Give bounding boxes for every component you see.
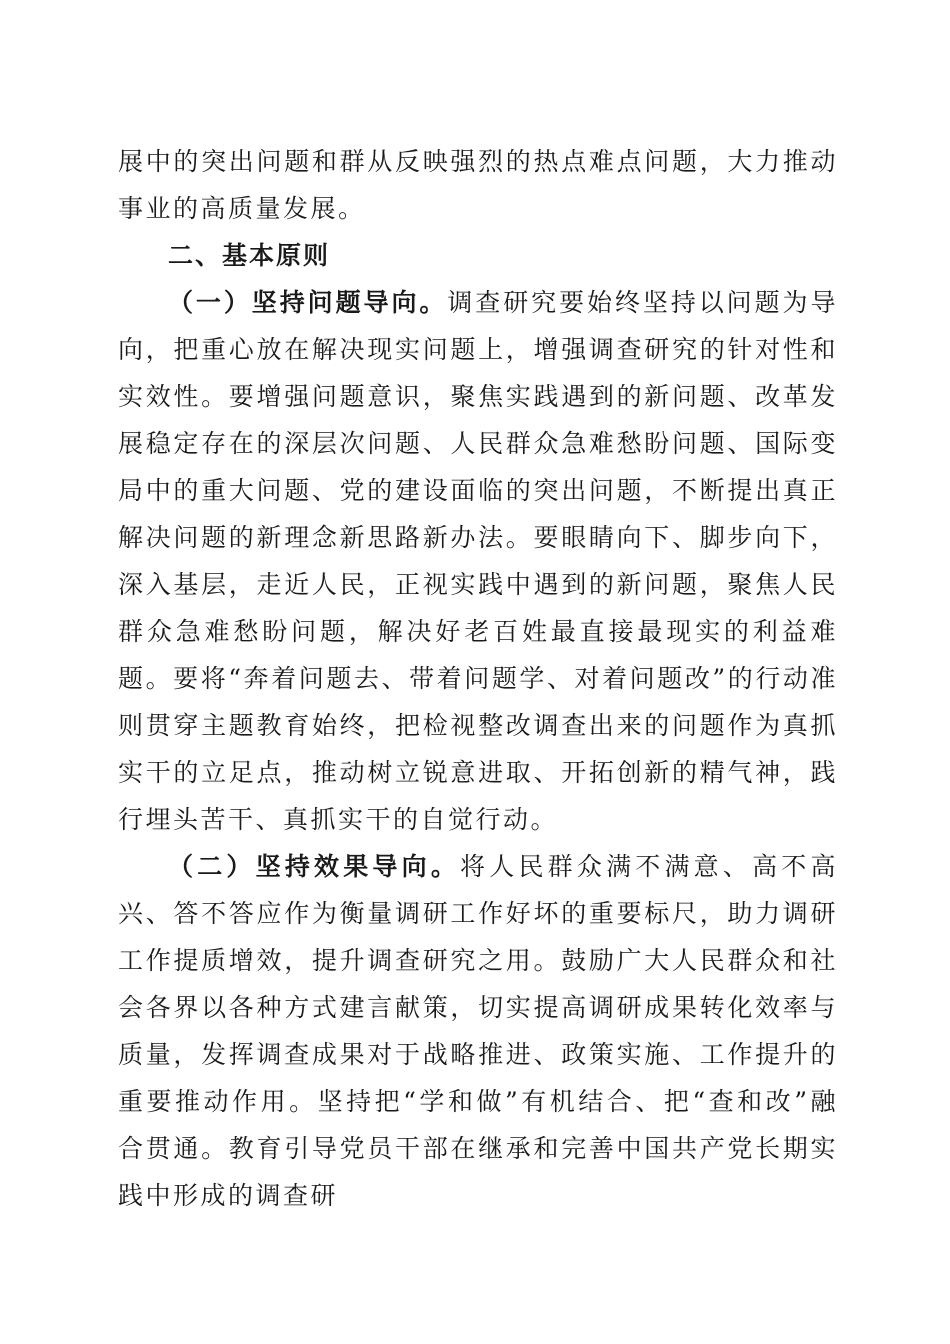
principle-1-lead: （一）坚持问题导向。	[168, 288, 448, 317]
document-body	[118, 138, 838, 1219]
principle-1-body: 调查研究要始终坚持以问题为导向，把重心放在解决现实问题上，增强调查研究的针对性和实效性。要增强问题意识，聚焦实践遇到的新问题、改革发展稳定存在的深层次问题、人民群众急难愁盼问题、国际变局中的重大问题、党的建设面临的突出问题，不断提出真正解决问题的新理念新思路新办法。要眼睛向下、脚步向下，深入基层，走近人民，正视实践中遇到的新问题，聚焦人民群众急难愁盼问题，解决好老百姓最直接最现实的利益难题。要将“奔着问题去、带着问题学、对着问题改”的行动准则贯穿主题教育始终，把检视整改调查出来的问题作为真抓实干的立足点，推动树立锐意进取、开拓创新的精气神，践行埋头苦干、真抓实干的自觉行动。	[118, 288, 838, 834]
section-heading: 二、基本原则	[168, 241, 331, 270]
principle-2-lead: （二）坚持效果导向。	[168, 852, 461, 881]
principle-2-body: 将人民群众满不满意、高不高兴、答不答应作为衡量调研工作好坏的重要标尺，助力调研工作提质增效，提升调查研究之用。鼓励广大人民群众和社会各界以各种方式建言献策，切实提高调研成果转化效率与质量，发挥调查成果对于战略推进、政策实施、工作提升的重要推动作用。坚持把“学和做”有机结合、把“查和改”融合贯通。教育引导党员干部在继承和完善中国共产党长期实践中形成的调查研	[118, 852, 838, 1210]
continuation-paragraph: 展中的突出问题和群从反映强烈的热点难点问题，大力推动事业的高质量发展。	[118, 147, 838, 223]
principle-paragraph-2	[118, 843, 838, 1219]
principle-paragraph-1	[118, 279, 838, 843]
